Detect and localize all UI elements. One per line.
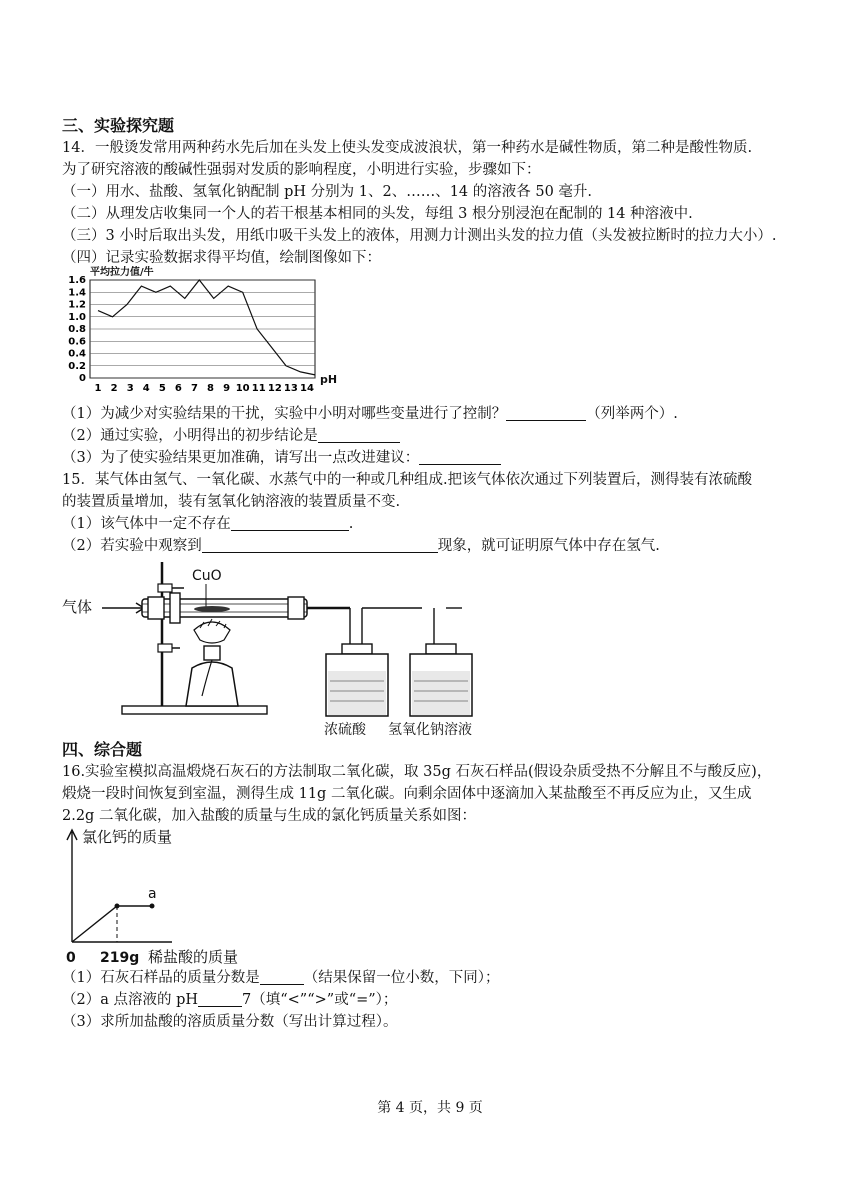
chart-xlabel: pH <box>320 373 338 386</box>
x-tick-label: 12 <box>267 383 282 394</box>
x-tick-label: 8 <box>207 383 215 394</box>
x-tick-label: 6 <box>174 383 182 394</box>
x-tick-label: 1 <box>94 383 102 394</box>
answer-blank[interactable] <box>202 537 438 553</box>
data-point-a <box>150 904 155 909</box>
question-text: 16.实验室模拟高温煅烧石灰石的方法制取二氧化碳，取 35g 石灰石样品(假设杂质受热不分解且不与酸反应)， <box>62 764 772 780</box>
answer-blank[interactable] <box>318 427 400 443</box>
sub-question-1: （1）石灰石样品的质量分数是 （结果保留一位小数，下同）； <box>62 970 500 986</box>
question-text: 14．一般烫发常用两种药水先后加在头发上使头发变成波浪状，第一种药水是碱性物质，第二种是酸性物质. <box>62 140 753 156</box>
step-text: （二）从理发店收集同一个人的若干根基本相同的头发，每组 3 根分别浸泡在配制的 14 种溶液中. <box>62 206 693 222</box>
bottle2-label: 氢氧化钠溶液 <box>388 722 472 738</box>
y-tick-label: 1.4 <box>68 287 86 299</box>
data-point <box>115 904 120 909</box>
x-tick-label: 219g <box>100 950 140 966</box>
x-tick-label: 7 <box>190 383 198 394</box>
point-label: a <box>148 886 157 902</box>
sub-question-3: （3）为了使实验结果更加准确，请写出一点改进建议： <box>62 448 501 468</box>
stand-base <box>122 706 267 714</box>
question-text: 煅烧一段时间恢复到室温，测得生成 11g 二氧化碳。向剩余固体中逐滴加入某盐酸至不再反应为止，又生成 <box>62 786 752 802</box>
y-tick-label: 0.4 <box>68 348 86 360</box>
alcohol-lamp <box>186 662 238 706</box>
sub-question-3: （3）求所加盐酸的溶质质量分数（写出计算过程）。 <box>62 1014 398 1030</box>
x-tick-label: 2 <box>110 383 118 394</box>
question-text: 2.2g 二氧化碳，加入盐酸的质量与生成的氯化钙质量关系如图： <box>62 808 476 824</box>
step-text: （四）记录实验数据求得平均值，绘制图像如下： <box>62 250 381 266</box>
x-tick-label: 14 <box>300 383 314 394</box>
chart-series-line <box>98 280 315 375</box>
chart-series-line <box>72 906 152 942</box>
chart-ylabel: 氯化钙的质量 <box>82 828 173 846</box>
x-tick-label: 3 <box>126 383 134 394</box>
sub-question-1: （1）为减少对实验结果的干扰，实验中小明对哪些变量进行了控制？ （列举两个）. <box>62 406 678 422</box>
answer-blank[interactable] <box>198 991 242 1007</box>
step-text: （三）3 小时后取出头发，用纸巾吸干头发上的液体，用测力计测出头发的拉力值（头发被拉断时的拉力大小）. <box>62 228 777 244</box>
gas-label: 气体 <box>62 598 93 616</box>
cuo-powder <box>194 606 230 612</box>
chart-xlabel: 稀盐酸的质量 <box>148 948 239 966</box>
x-tick-label: 10 <box>235 383 250 394</box>
x-tick-label: 5 <box>158 383 166 394</box>
sub-question-2: （2）a 点溶液的 pH 7（填“<”“>”或“=”）； <box>62 992 398 1008</box>
bottle1-label: 浓硫酸 <box>324 722 366 738</box>
x-tick-label: 11 <box>251 383 266 394</box>
page-footer: 第 4 页，共 9 页 <box>377 1100 483 1116</box>
x-tick-label: 9 <box>223 383 231 394</box>
cacl2-chart <box>62 824 262 968</box>
sub-question-1: （1）该气体中一定不存在 . <box>62 516 354 532</box>
inlet-arrow <box>102 603 144 613</box>
flame <box>194 622 230 643</box>
question-text: 的装置质量增加，装有氢氧化钠溶液的装置质量不变. <box>62 494 401 510</box>
answer-blank[interactable] <box>506 405 586 421</box>
question-text: 为了研究溶液的酸碱性强弱对发质的影响程度，小明进行实验，步骤如下： <box>62 162 541 178</box>
section-title: 四、综合题 <box>62 740 143 759</box>
cuo-label: CuO <box>192 568 222 584</box>
section-title: 三、实验探究题 <box>62 116 175 135</box>
y-tick-label: 0.6 <box>68 336 86 348</box>
y-tick-label: 0.8 <box>68 324 86 335</box>
answer-blank[interactable] <box>419 449 501 465</box>
chart-ylabel: 平均拉力值/牛 <box>90 267 154 278</box>
sub-question-2: （2）若实验中观察到 现象，就可证明原气体中存在氢气. <box>62 538 660 554</box>
question-text: 15．某气体由氢气、一氧化碳、水蒸气中的一种或几种组成.把该气体依次通过下列装置后，测得装有浓硫酸 <box>62 472 753 488</box>
step-text: （一）用水、盐酸、氢氧化钠配制 pH 分别为 1、2、……、14 的溶液各 50 毫升. <box>62 184 593 200</box>
ph-tension-chart <box>62 266 352 394</box>
origin-label: 0 <box>66 950 76 966</box>
y-tick-label: 1.6 <box>68 275 86 286</box>
x-tick-label: 4 <box>142 383 150 394</box>
x-tick-label: 13 <box>283 383 298 394</box>
apparatus-diagram <box>62 556 502 740</box>
answer-blank[interactable] <box>231 515 349 531</box>
sub-question-2: （2）通过实验，小明得出的初步结论是 <box>62 426 400 446</box>
y-tick-label: 0 <box>79 373 86 384</box>
y-tick-label: 1.0 <box>68 311 86 323</box>
answer-blank[interactable] <box>260 969 304 985</box>
y-tick-label: 1.2 <box>68 299 86 311</box>
y-tick-label: 0.2 <box>68 360 86 372</box>
